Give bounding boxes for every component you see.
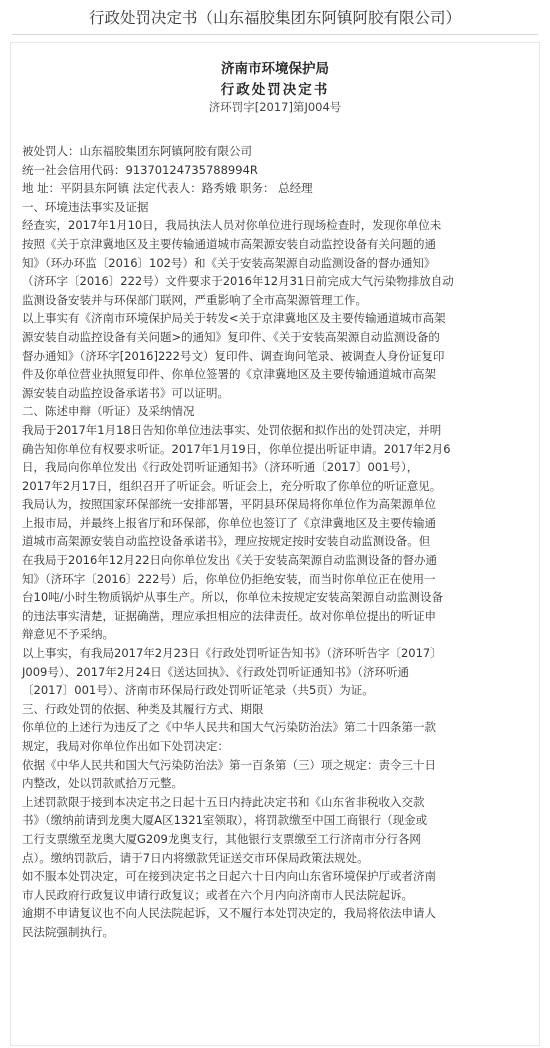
- text-line: 知》（环办环监〔2016〕102号）和《关于安装高架源自动监测设备的督办通知》: [22, 255, 436, 270]
- text-line: 我局认为，按照国家环保部统一安排部署，平阴县环保局将你单位作为高架源单位: [22, 497, 436, 512]
- text-line: 件及你单位营业执照复印件、你单位签署的《京津冀地区及主要传输通道城市高架: [22, 367, 436, 382]
- text-line: 在我局于2016年12月22日向你单位发出《关于安装高架源自动监测设备的督办通: [22, 553, 438, 568]
- text-line: 监测设备安装并与环保部门联网，严重影响了全市高架源管理工作。: [22, 292, 367, 307]
- header-divider: [12, 34, 538, 35]
- text-line: 规定，我局对你单位作出如下处罚决定：: [22, 739, 229, 753]
- text-line: 点）。缴纳罚款后，请于7日内将缴款凭证送交市环保局政策法规处。: [22, 850, 369, 865]
- text-line: 三、行政处罚的依据、种类及其履行方式、期限: [22, 701, 264, 716]
- text-line: 上报市局，并最终上报省厅和环保部，你单位也签订了《京津冀地区及主要传输通: [22, 515, 436, 530]
- text-line: 以上事实有《济南市环境保护局关于转发<关于京津冀地区及主要传输通道城市高架: [22, 311, 446, 326]
- text-line: 台10吨/小时生物质锅炉从事生产。所以，你单位未按规定安装高架源自动监测设备: [22, 590, 444, 605]
- text-line: 二、陈述申辩（听证）及采纳情况: [22, 404, 195, 419]
- text-line: 工行支票缴至龙奥大厦G209龙奥支行，其他银行支票缴至工行济南市分行各网: [22, 831, 421, 846]
- text-line: 以上事实，有我局2017年2月23日《行政处罚听证告知书》（济环听告字〔2017〕: [22, 646, 442, 661]
- document-body: [22, 142, 537, 942]
- text-line: 地 址：平阴县东阿镇 法定代表人：路秀娥 职务： 总经理: [22, 181, 313, 196]
- text-line: 源安装自动监控设备承诺书》可以证明。: [22, 385, 229, 400]
- text-line: 2017年2月17日，组织召开了听证会。听证会上，充分听取了你单位的听证意见。: [22, 478, 442, 493]
- text-line: 一、环境违法事实及证据: [22, 199, 149, 214]
- text-line: 逾期不申请复议也不向人民法院起诉，又不履行本处罚决定的，我局将依法申请人: [22, 906, 436, 921]
- document-title: 行政处罚决定书: [220, 82, 330, 98]
- text-line: 按照《关于京津冀地区及主要传输通道城市高架源安装自动监控设备有关问题的通: [22, 236, 436, 251]
- text-line: 的违法事实清楚，证据确凿，理应承担相应的法律责任。故对你单位提出的听证申: [22, 608, 436, 623]
- text-line: 内整改，处以罚款贰拾万元整。: [22, 776, 183, 791]
- text-line: 经查实，2017年1月10日，我局执法人员对你单位进行现场检查时，发现你单位未: [22, 218, 442, 233]
- text-line: 道城市高架源安装自动监控设备承诺书》，理应按规定按时安装自动监测设备。但: [22, 534, 431, 549]
- text-line: 市人民政府行政复议申请行政复议；或者在六个月内向济南市人民法院起诉。: [22, 887, 413, 902]
- text-line: 民法院强制执行。: [22, 924, 114, 939]
- document-number: 济环罚字[2017]第J004号: [208, 100, 342, 114]
- text-line: 被处罚人：山东福胶集团东阿镇阿胶有限公司: [22, 144, 252, 158]
- page-header: [0, 0, 550, 36]
- text-line: 你单位的上述行为违反了之《中华人民共和国大气污染防治法》第二十四条第一款: [22, 720, 436, 735]
- text-line: 依据《中华人民共和国大气污染防治法》第一百条第（三）项之规定：责令三十日: [22, 757, 436, 772]
- text-line: 日，我局向你单位发出《行政处罚听证通知书》（济环听通〔2017〕001号），: [22, 460, 419, 475]
- text-line: 书》（缴纳前请到龙奥大厦A区1321室领取），将罚款缴至中国工商银行（现金或: [22, 813, 428, 828]
- text-line: 〔2017〕001号）、济南市环保局行政处罚听证笔录（共5页）为证。: [22, 683, 374, 698]
- text-line: 源安装自动监控设备有关问题>的通知》复印件、《关于安装高架源自动监测设备的: [22, 329, 440, 344]
- text-line: 辩意见不予采纳。: [22, 627, 114, 642]
- text-line: 我局于2017年1月18日告知你单位违法事实、处罚依据和拟作出的处罚决定，并明: [22, 422, 442, 437]
- text-line: 统一社会信用代码：91370124735788994R: [22, 162, 258, 177]
- text-line: 确告知你单位有权要求听证。2017年1月19日，你单位提出听证申请。2017年2月6: [22, 441, 451, 456]
- text-line: （济环字〔2016〕222号）文件要求于2016年12月31日前完成大气污染物排放自动: [22, 274, 454, 289]
- text-line: 如不服本处罚决定，可在接到决定书之日起六十日内向山东省环境保护厅或者济南: [22, 869, 436, 884]
- page-title: 行政处罚决定书（山东福胶集团东阿镇阿胶有限公司）: [88, 9, 461, 27]
- text-line: 督办通知》（济环字[2016]222号文）复印件、调查询问笔录、被调查人身份证复印: [22, 348, 445, 363]
- text-line: 知》（济环字〔2016〕222号）后，你单位仍拒绝安装，而当时你单位正在使用一: [22, 571, 436, 586]
- text-line: J009号）、2017年2月24日《送达回执》、《行政处罚听证通知书》（济环听通: [22, 664, 410, 679]
- text-line: 上述罚款限于接到本决定书之日起十五日内持此决定书和《山东省非税收入交款: [22, 794, 425, 809]
- issuing-agency: 济南市环境保护局: [221, 61, 329, 77]
